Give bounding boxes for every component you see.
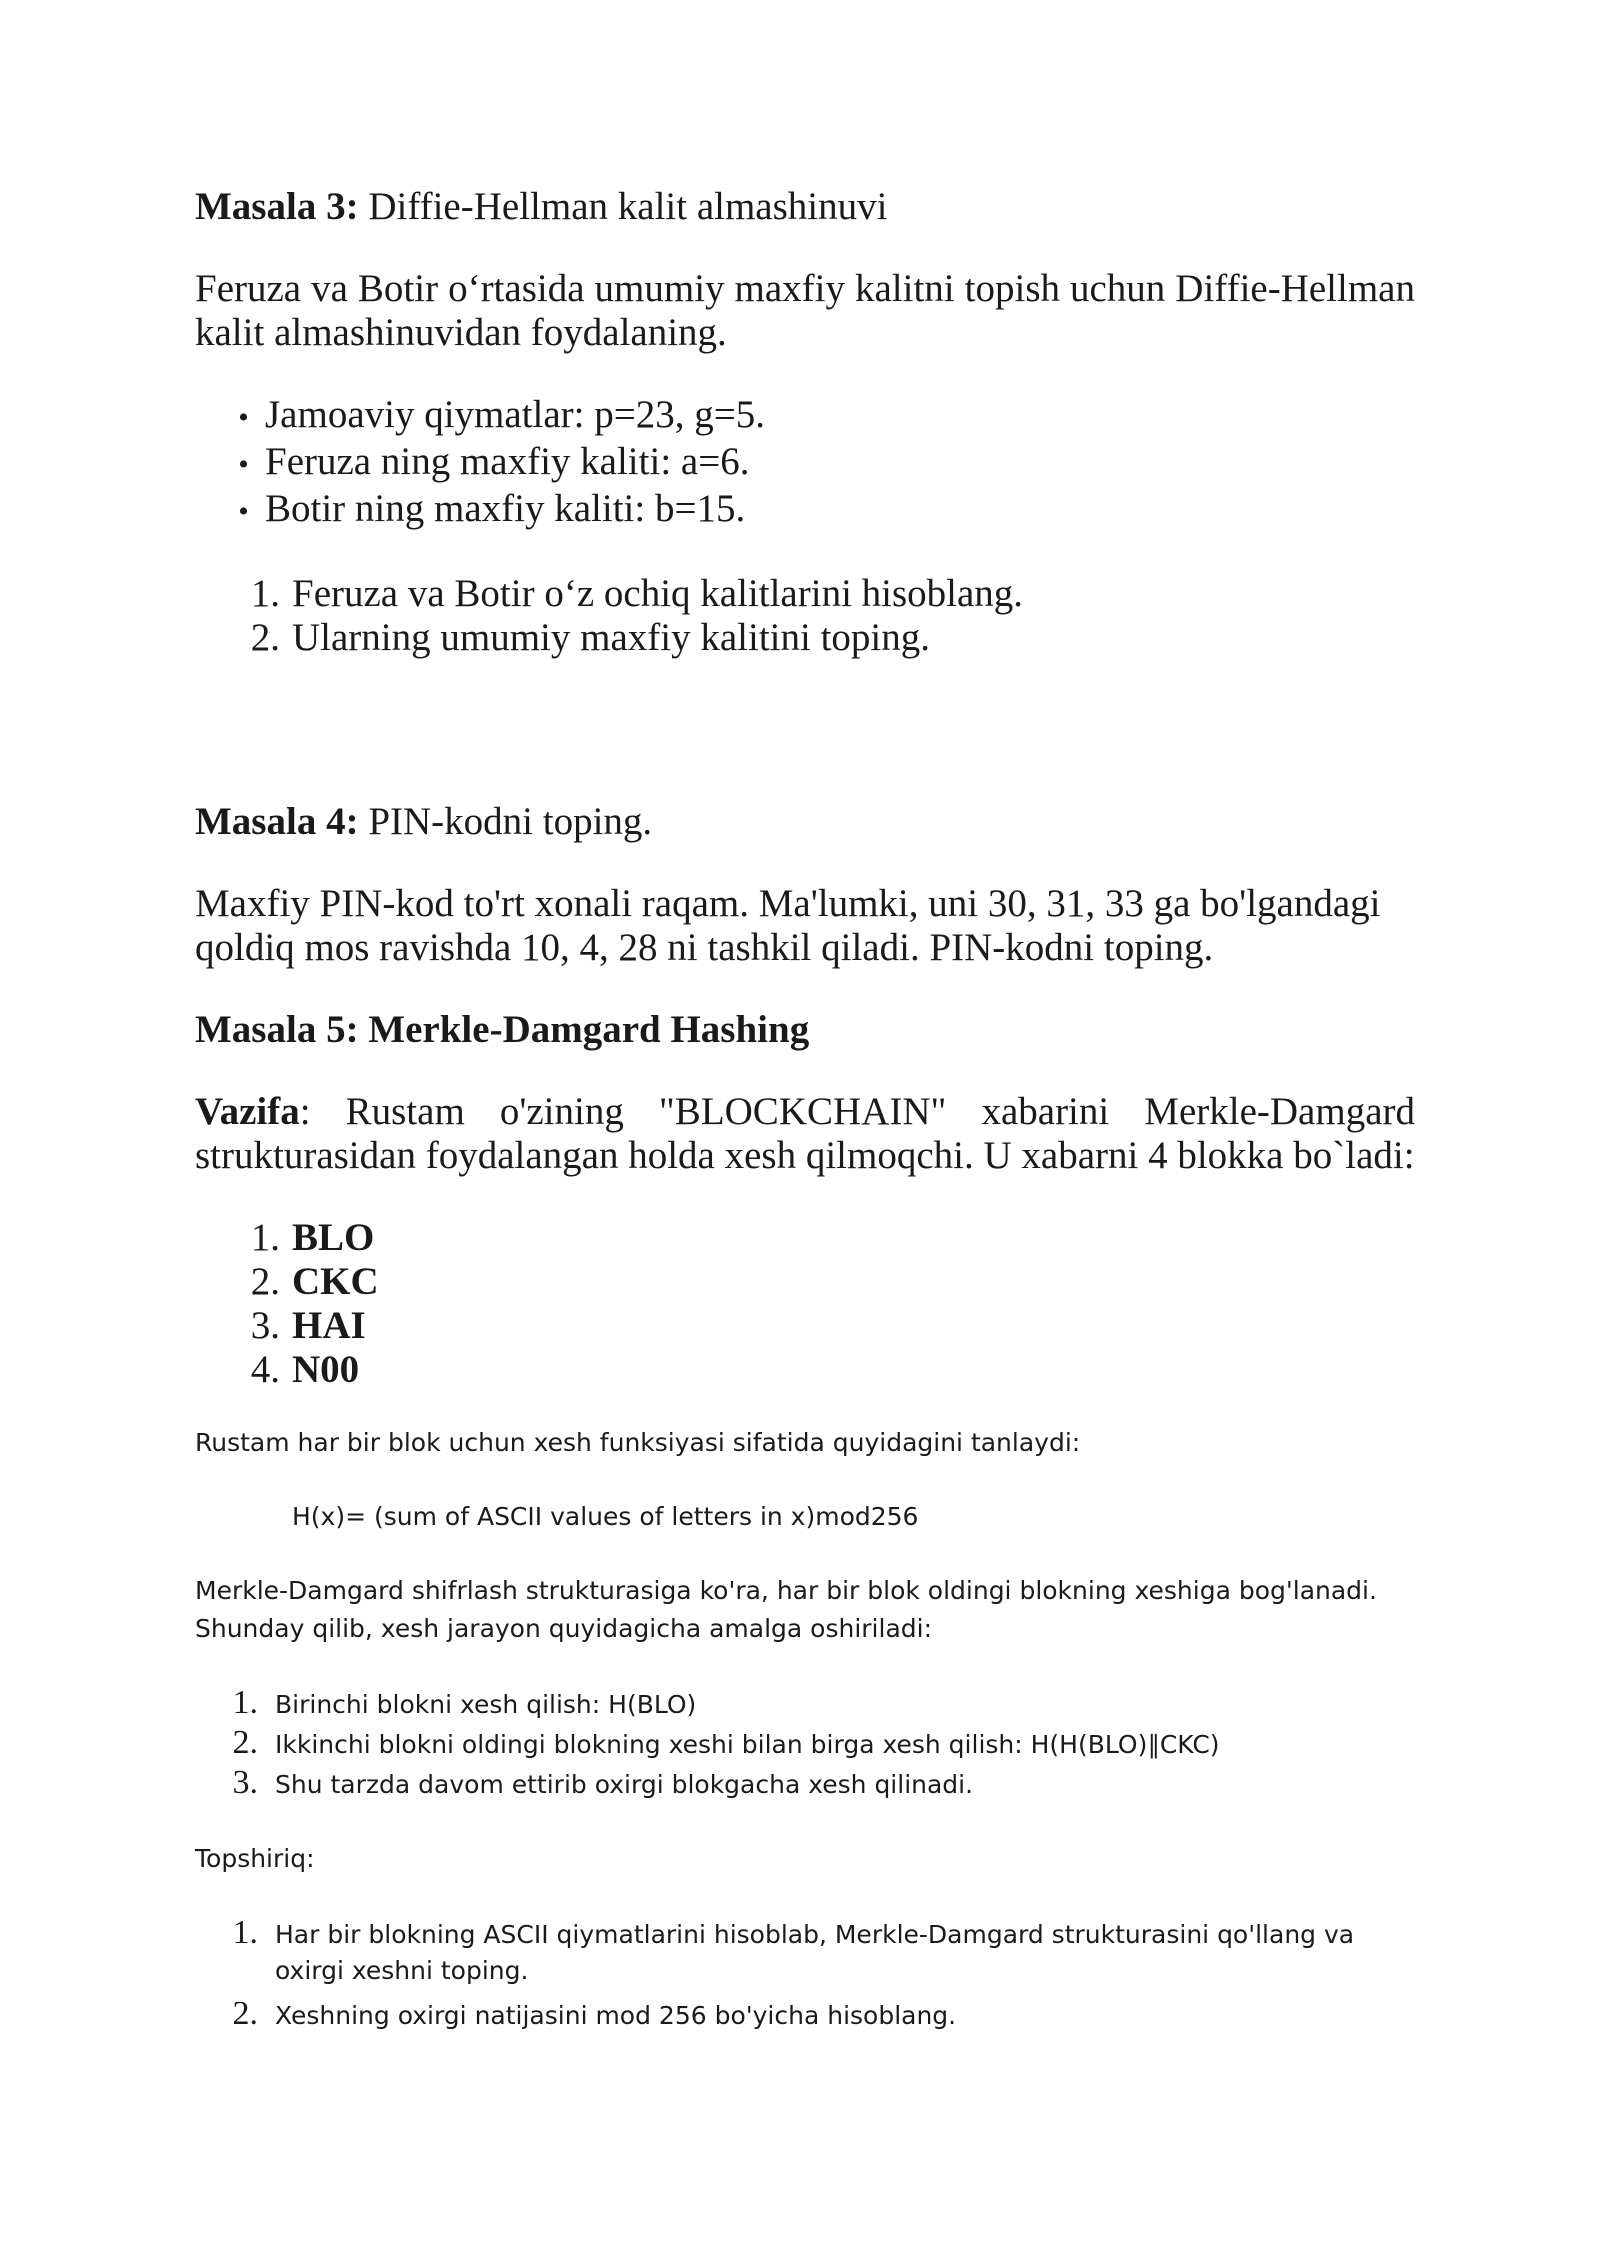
masala3-intro: Feruza va Botir o‘rtasida umumiy maxfiy kalitni topish uchun Diffie-Hellman kalit almashinuvidan foydalaning. — [195, 267, 1415, 354]
list-item — [195, 1260, 1415, 1304]
task-word: o'zining — [499, 1090, 624, 1133]
block-name: N00 — [292, 1348, 360, 1391]
bullet-marker: • — [238, 401, 249, 434]
masala3-bullet-list — [195, 393, 1415, 534]
list-item — [195, 1995, 1415, 2035]
block-name: BLO — [292, 1216, 375, 1259]
list-number: 1. — [250, 572, 280, 615]
task-word: Rustam — [345, 1090, 465, 1133]
list-item-text: Ularning umumiy maxfiy kalitini toping. — [292, 616, 931, 659]
block-name: CKC — [292, 1260, 379, 1303]
list-item — [195, 1304, 1415, 1348]
list-item — [195, 1724, 1415, 1764]
masala3-heading-title: Diffie-Hellman kalit almashinuvi — [358, 185, 888, 228]
list-item — [195, 440, 1415, 487]
hash-intro: Rustam har bir blok uchun xesh funksiyasi sifatida quyidagini tanlaydi: — [195, 1428, 1081, 1457]
list-number: 4. — [250, 1348, 280, 1391]
list-item — [195, 1216, 1415, 1260]
masala5-heading — [195, 1008, 1415, 1052]
list-item-text: Birinchi blokni xesh qilish: H(BLO) — [275, 1690, 697, 1719]
masala5-heading-text: Masala 5: Merkle-Damgard Hashing — [195, 1008, 810, 1051]
task-word: "BLOCKCHAIN" — [658, 1090, 947, 1133]
list-number: 3. — [232, 1764, 258, 1801]
md-line-1: Merkle-Damgard shifrlash strukturasiga ko'ra, har bir blok oldingi blokning xeshiga bog'lanadi. — [195, 1576, 1377, 1605]
list-item-text: Har bir blokning ASCII qiymatlarini hisoblab, Merkle-Damgard strukturasini qo'llang va oxirgi xeshni toping. — [275, 1920, 1355, 1985]
list-item — [195, 487, 1415, 534]
list-item-text: Ikkinchi blokni oldingi blokning xeshi bilan birga xesh qilish: H(H(BLO)∥CKC) — [275, 1730, 1220, 1759]
list-item-text: Botir ning maxfiy kaliti: b=15. — [265, 487, 746, 530]
masala4-line-2: qoldiq mos ravishda 10, 4, 28 ni tashkil qiladi. PIN-kodni toping. — [195, 926, 1214, 969]
masala3-steps-list — [195, 572, 1415, 660]
masala5-task-paragraph — [195, 1090, 1415, 1178]
list-number: 2. — [232, 1995, 258, 2032]
md-line-2: Shunday qilib, xesh jarayon quyidagicha amalga oshiriladi: — [195, 1614, 932, 1643]
block-name: HAI — [292, 1304, 366, 1347]
list-number: 2. — [250, 616, 280, 659]
masala5-blocks-list — [195, 1216, 1415, 1392]
list-item — [195, 1684, 1415, 1724]
task-word: Merkle-Damgard — [1144, 1090, 1415, 1133]
masala4-heading-label: Masala 4: — [195, 800, 359, 843]
list-number: 1. — [232, 1684, 258, 1721]
list-number: 2. — [232, 1724, 258, 1761]
hash-formula: H(x)= (sum of ASCII values of letters in x)mod256 — [292, 1502, 919, 1531]
list-item-text: Jamoaviy qiymatlar: p=23, g=5. — [265, 393, 765, 436]
list-number: 2. — [250, 1260, 280, 1303]
merkle-damgard-text — [195, 1572, 1415, 1648]
list-number: 3. — [250, 1304, 280, 1347]
masala4-text — [195, 882, 1415, 970]
list-item-text: Feruza va Botir o‘z ochiq kalitlarini hisoblang. — [292, 572, 1024, 615]
vazifa-colon: : — [299, 1090, 311, 1133]
list-item — [195, 1764, 1415, 1804]
list-number: 1. — [250, 1216, 280, 1259]
bullet-marker: • — [238, 448, 249, 481]
masala4-line-1: Maxfiy PIN-kod to'rt xonali raqam. Ma'lumki, uni 30, 31, 33 ga bo'lgandagi — [195, 882, 1381, 925]
list-item-text: Shu tarzda davom ettirib oxirgi blokgacha xesh qilinadi. — [275, 1770, 974, 1799]
document-page — [195, 185, 1415, 2035]
list-number: 1. — [232, 1914, 258, 1951]
list-item — [195, 616, 1415, 660]
list-item — [195, 1348, 1415, 1392]
list-item — [195, 393, 1415, 440]
masala5-task-line-2: strukturasidan foydalangan holda xesh qilmoqchi. U xabarni 4 blokka bo`ladi: — [195, 1134, 1415, 1177]
vazifa-label: Vazifa — [195, 1090, 300, 1133]
masala3-heading — [195, 185, 1415, 229]
task-word: xabarini — [981, 1090, 1110, 1133]
hash-process-list — [195, 1684, 1415, 1804]
masala3-heading-label: Masala 3: — [195, 185, 359, 228]
list-item-text: Feruza ning maxfiy kaliti: a=6. — [265, 440, 750, 483]
bullet-marker: • — [238, 495, 249, 528]
topshiriq-label: Topshiriq: — [195, 1844, 315, 1873]
vazifa-label-group — [195, 1090, 311, 1134]
list-item — [195, 572, 1415, 616]
list-item — [195, 1914, 1415, 1989]
masala5-task-line-1 — [195, 1090, 1415, 1134]
list-item-text: Xeshning oxirgi natijasini mod 256 bo'yicha hisoblang. — [275, 2001, 957, 2030]
topshiriq-list — [195, 1914, 1415, 2035]
masala4-heading — [195, 800, 1415, 844]
masala4-heading-title: PIN-kodni toping. — [358, 800, 653, 843]
